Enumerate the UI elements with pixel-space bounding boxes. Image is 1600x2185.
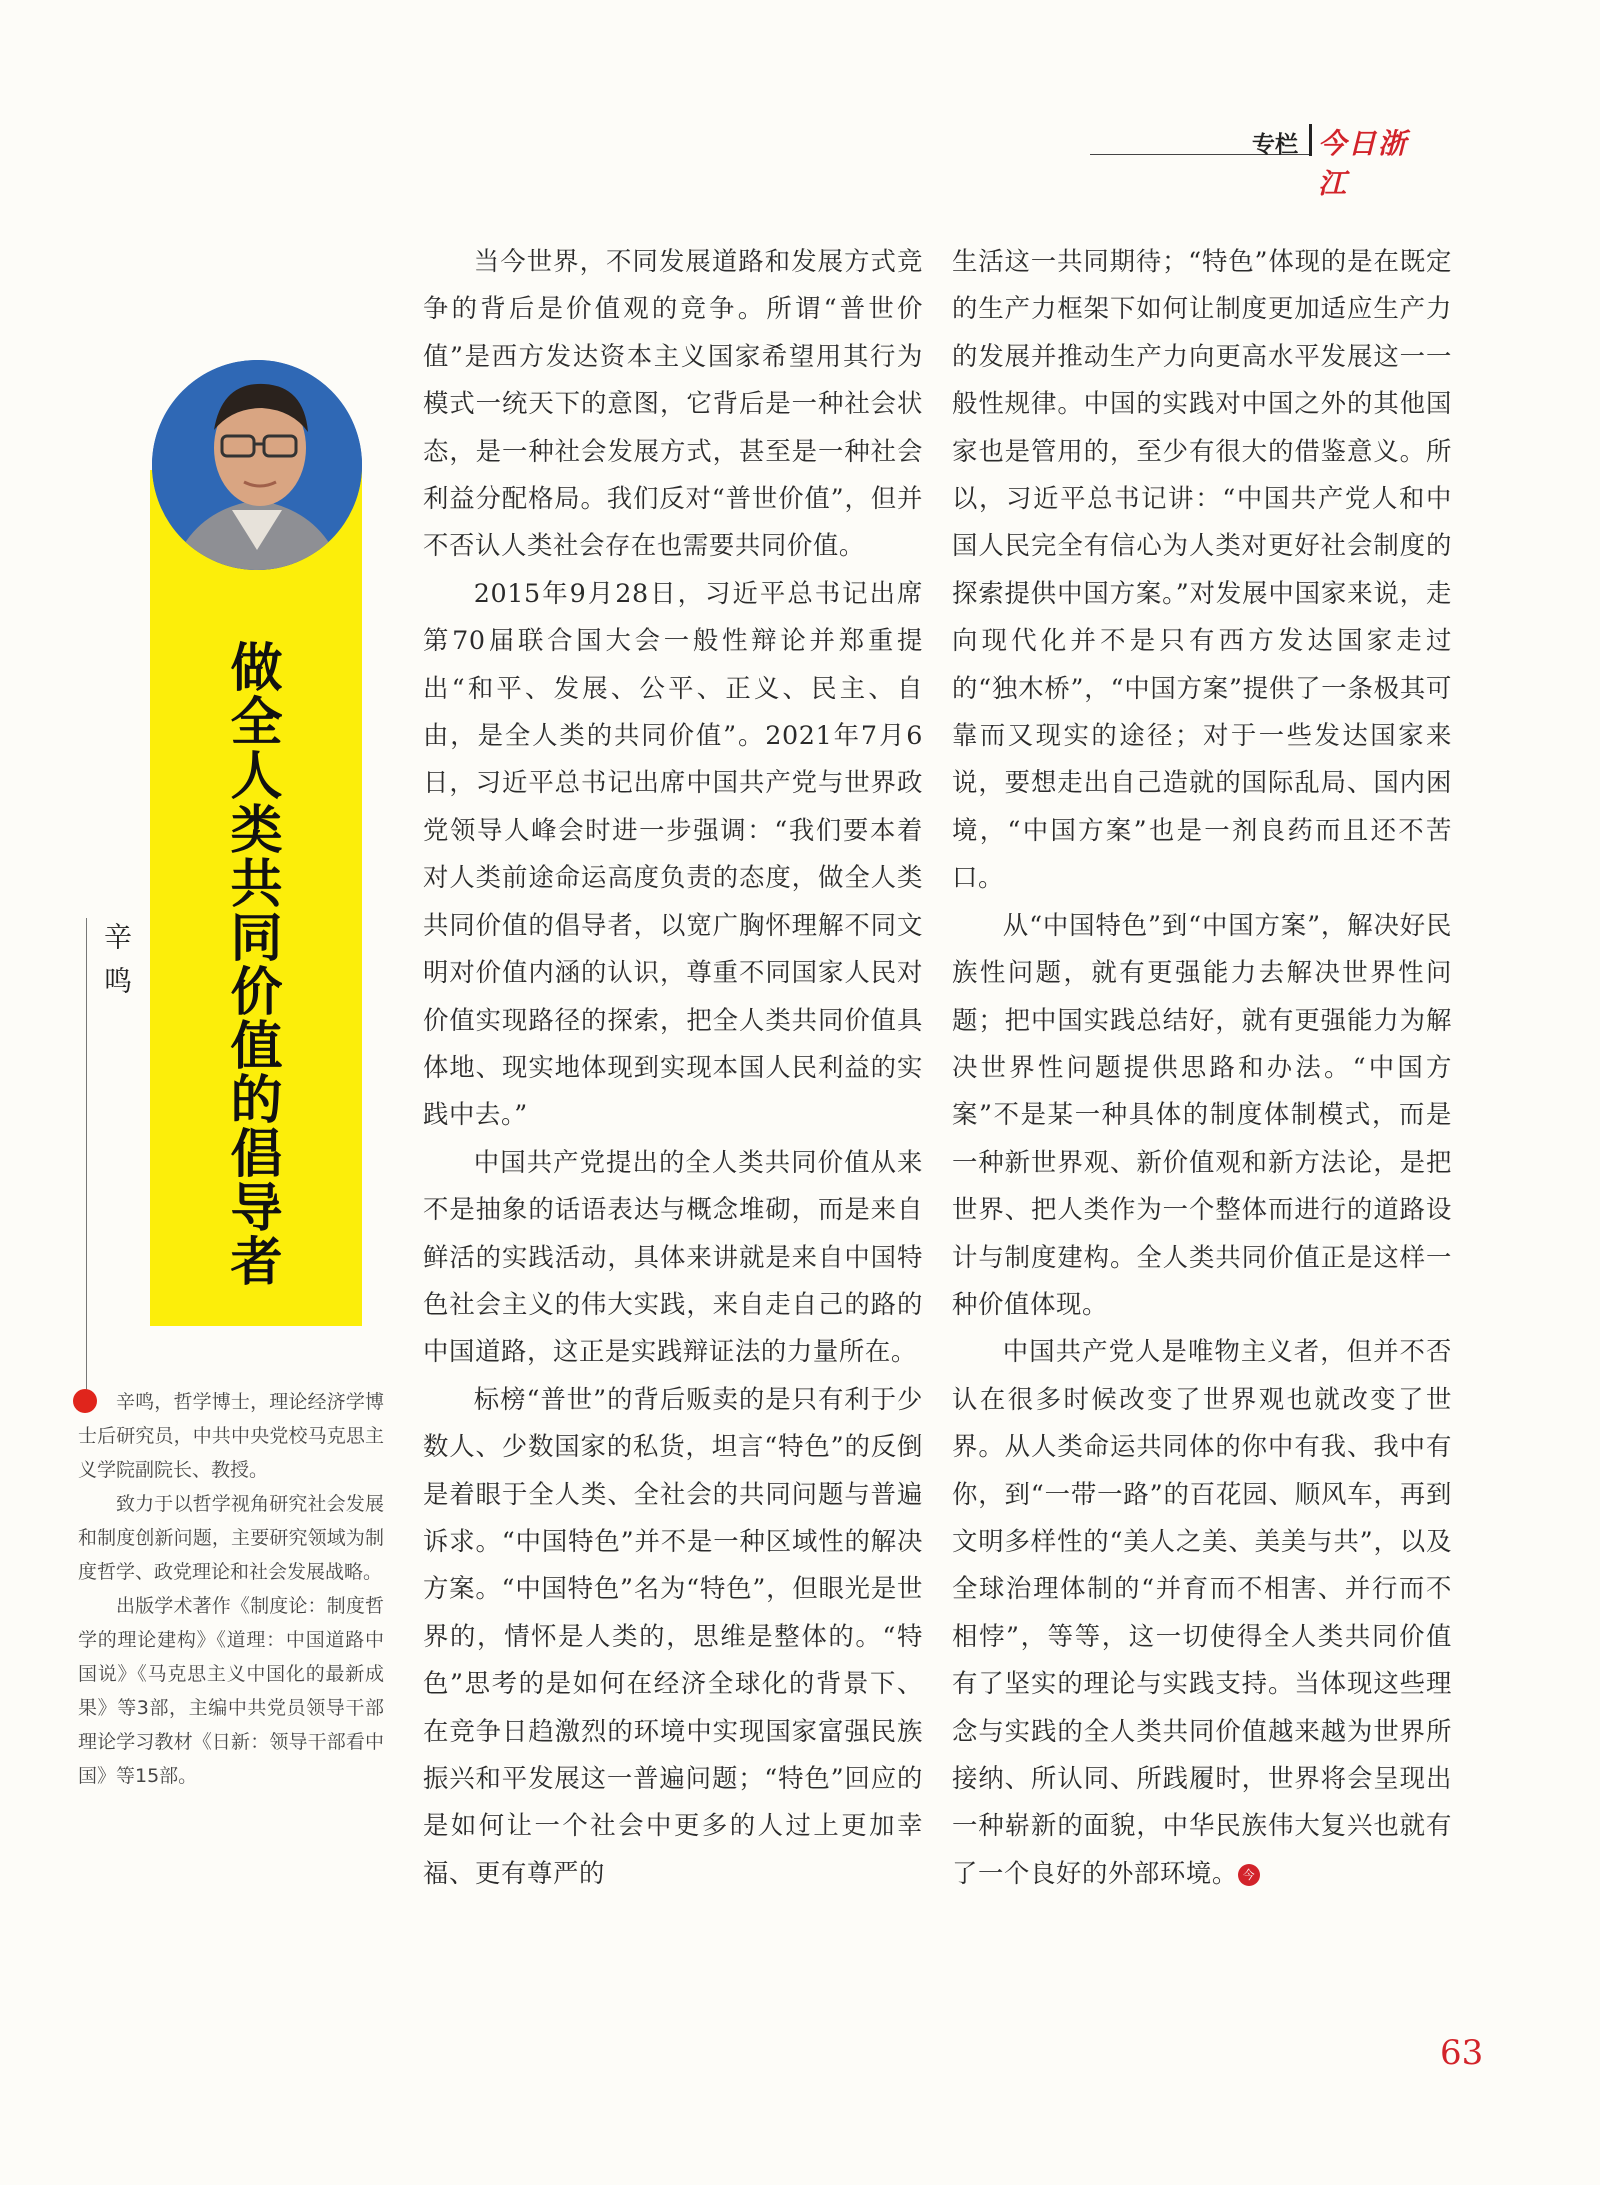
body-paragraph xyxy=(952,1328,1452,1897)
article-title: 做全人类共同价值的倡导者 xyxy=(221,640,281,1288)
column-label: 专栏 xyxy=(1252,132,1298,158)
body-column-2 xyxy=(952,238,1452,1897)
body-paragraph: 标榜“普世”的背后贩卖的是只有利于少数人、少数国家的私货，坦言“特色”的反倒是着眼于全人类、全社会的共同问题与普遍诉求。“中国特色”并不是一种区域性的解决方案。“中国特色”名为“特色”，但眼光是世界的，情怀是人类的，思维是整体的。“特色”思考的是如何在经济全球化的背景下、在竞争日趋激烈的环境中实现国家富强民族振兴和平发展这一普遍问题；“特色”回应的是如何让一个社会中更多的人过上更加幸福、更有尊严的 xyxy=(423,1383,923,1888)
author-rule xyxy=(86,918,87,1398)
bio-paragraph: 致力于以哲学视角研究社会发展和制度创新问题，主要研究领域为制度哲学、政党理论和社会发展战略。 xyxy=(78,1493,384,1583)
page-header xyxy=(1090,120,1430,200)
body-paragraph: 2015年9月28日，习近平总书记出席第70届联合国大会一般性辩论并郑重提出“和平、发展、公平、正义、民主、自由，是全人类的共同价值”。2021年7月6日，习近平总书记出席中国共产党与世界政党领导人峰会时进一步强调：“我们要本着对人类前途命运高度负责的态度，做全人类共同价值的倡导者，以宽广胸怀理解不同文明对价值内涵的认识，尊重不同国家人民对价值实现路径的探索，把全人类共同价值具体地、现实地体现到实现本国人民利益的实践中去。” xyxy=(423,577,923,1130)
body-paragraph: 从“中国特色”到“中国方案”，解决好民族性问题，就有更强能力去解决世界性问题；把中国实践总结好，就有更强能力为解决世界性问题提供思路和办法。“中国方案”不是某一种具体的制度体制模式，而是一种新世界观、新价值观和新方法论，是把世界、把人类作为一个整体而进行的道路设计与制度建构。全人类共同价值正是这样一种价值体现。 xyxy=(952,909,1452,1319)
author-name: 辛鸣 xyxy=(100,922,133,1010)
body-column-1 xyxy=(423,238,923,1897)
bio-paragraph: 辛鸣，哲学博士，理论经济学博士后研究员，中共中央党校马克思主义学院副院长、教授。 xyxy=(78,1391,384,1481)
body-paragraph: 当今世界，不同发展道路和发展方式竞争的背后是价值观的竞争。所谓“普世价值”是西方发达资本主义国家希望用其行为模式一统天下的意图，它背后是一种社会状态，是一种社会发展方式，甚至是一种社会利益分配格局。我们反对“普世价值”，但并不否认人类社会存在也需要共同价值。 xyxy=(423,246,923,561)
page-number: 63 xyxy=(1440,2033,1484,2073)
end-mark-icon: 今 xyxy=(1238,1864,1260,1886)
author-photo xyxy=(152,360,362,570)
author-bio xyxy=(78,1385,384,1793)
body-paragraph-text: 中国共产党人是唯物主义者，但并不否认在很多时候改变了世界观也就改变了世界。从人类命运共同体的你中有我、我中有你，到“一带一路”的百花园、顺风车，再到文明多样性的“美人之美、美美与共”，以及全球治理体制的“并育而不相害、并行而不相悖”，等等，这一切使得全人类共同价值有了坚实的理论与实践支持。当体现这些理念与实践的全人类共同价值越来越为世界所接纳、所认同、所践履时，世界将会呈现出一种崭新的面貌，中华民族伟大复兴也就有了一个良好的外部环境。 xyxy=(952,1336,1452,1888)
bio-paragraph: 出版学术著作《制度论：制度哲学的理论建构》《道理：中国道路中国说》《马克思主义中国化的最新成果》等3部，主编中共党员领导干部理论学习教材《日新：领导干部看中国》等15部。 xyxy=(78,1595,384,1787)
body-paragraph: 中国共产党提出的全人类共同价值从来不是抽象的话语表达与概念堆砌，而是来自鲜活的实践活动，具体来讲就是来自中国特色社会主义的伟大实践，来自走自己的路的中国道路，这正是实践辩证法的力量所在。 xyxy=(423,1146,923,1367)
magazine-logo: 今日浙江 xyxy=(1318,127,1409,200)
body-paragraph-continued: 生活这一共同期待；“特色”体现的是在既定的生产力框架下如何让制度更加适应生产力的发展并推动生产力向更高水平发展这一一般性规律。中国的实践对中国之外的其他国家也是管用的，至少有很大的借鉴意义。所以，习近平总书记讲：“中国共产党人和中国人民完全有信心为人类对更好社会制度的探索提供中国方案。”对发展中国家来说，走向现代化并不是只有西方发达国家走过的“独木桥”，“中国方案”提供了一条极其可靠而又现实的途径；对于一些发达国家来说，要想走出自己造就的国际乱局、国内困境，“中国方案”也是一剂良药而且还不苦口。 xyxy=(952,246,1452,893)
header-divider xyxy=(1309,124,1312,156)
